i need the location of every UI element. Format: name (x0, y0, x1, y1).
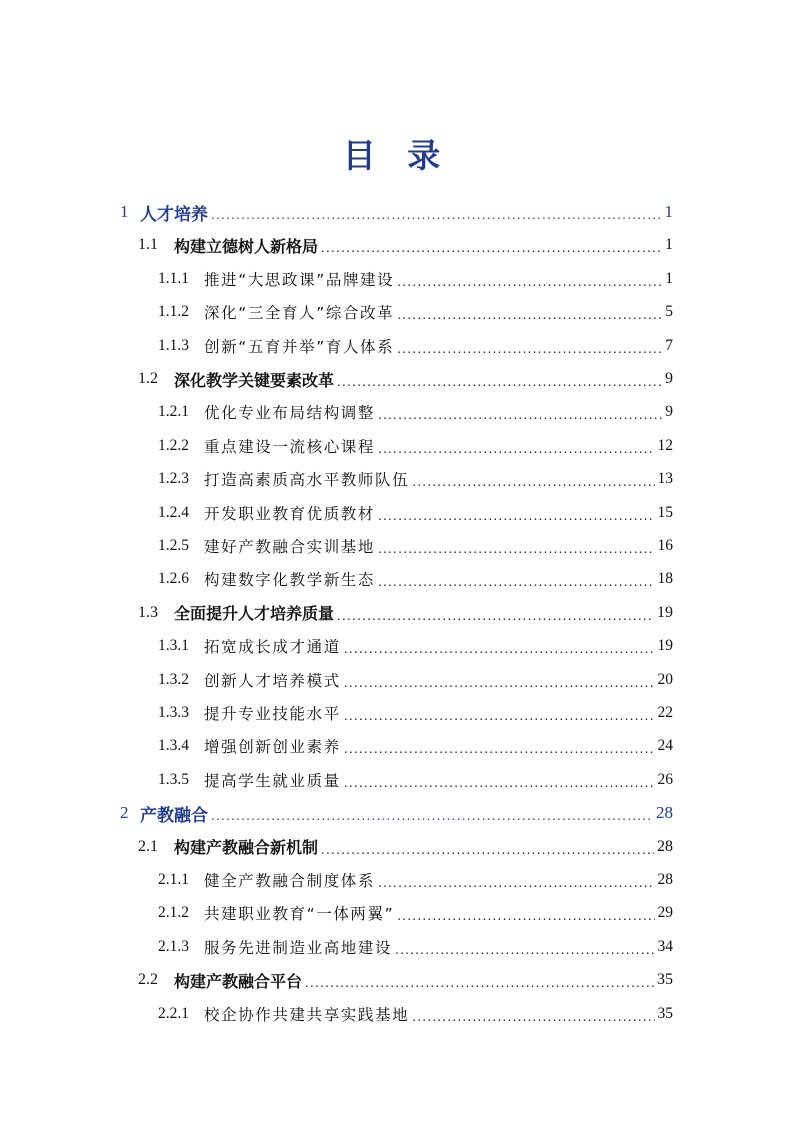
toc-entry-title: 优化专业布局结构调整 (204, 404, 376, 423)
toc-entry-number: 1.1 (138, 236, 158, 254)
toc-entry-number: 2.2.1 (158, 1004, 189, 1022)
toc-entry[interactable] (158, 294, 673, 330)
toc-entry-title: 创新“五育并举”育人体系 (204, 337, 395, 356)
toc-entry[interactable] (138, 595, 673, 631)
toc-entry-number: 2.1.3 (158, 937, 189, 955)
toc-entry-title: 服务先进制造业高地建设 (204, 938, 393, 957)
toc-entry-page: 35 (657, 1004, 673, 1022)
toc-entry-number: 1.3 (138, 603, 158, 621)
toc-entry[interactable] (158, 895, 673, 931)
toc-entry-title: 构建产教融合平台 (174, 971, 303, 991)
toc-entry-page: 28 (657, 837, 673, 855)
toc-entry-page: 12 (657, 436, 673, 454)
toc-entry[interactable] (158, 762, 673, 798)
toc-entry-number: 1.1.1 (158, 269, 189, 287)
toc-entry-number: 1.3.4 (158, 737, 189, 755)
toc-entry-number: 1.2.3 (158, 470, 189, 488)
toc-entry-title: 建好产教融合实训基地 (204, 538, 376, 556)
toc-entry-title: 提升专业技能水平 (204, 705, 341, 723)
toc-entry-number: 1.2.2 (158, 436, 189, 454)
toc-entry-title: 共建职业教育“一体两翼” (204, 905, 395, 924)
toc-entry[interactable] (158, 461, 673, 497)
toc-entry-page: 26 (657, 770, 673, 788)
toc-entry[interactable] (158, 394, 673, 430)
toc-entry-title: 健全产教融合制度体系 (204, 872, 376, 890)
toc-entry-number: 1.1.2 (158, 303, 189, 321)
toc-entry[interactable] (138, 829, 673, 865)
toc-entry-title: 推进“大思政课”品牌建设 (204, 270, 395, 289)
toc-entry-number: 1.2.6 (158, 570, 189, 588)
toc-entry[interactable] (138, 962, 673, 998)
toc-entry-page: 24 (657, 737, 673, 755)
toc-entry[interactable] (158, 862, 673, 898)
toc-entry-number: 1.1.3 (158, 336, 189, 354)
toc-entry-page: 1 (665, 269, 673, 287)
toc-entry[interactable] (158, 328, 673, 364)
toc-entry-page: 19 (657, 603, 673, 621)
toc-entry-page: 16 (657, 537, 673, 554)
toc-entry[interactable] (158, 628, 673, 664)
toc-entry-page: 20 (657, 670, 673, 688)
toc-entry-title: 人才培养 (140, 204, 208, 225)
toc-entry[interactable] (158, 561, 673, 597)
toc-entry[interactable] (138, 361, 673, 397)
toc-entry-title: 拓宽成长成才通道 (204, 638, 341, 657)
toc-entry[interactable] (158, 996, 673, 1032)
toc-entry-title: 创新人才培养模式 (204, 671, 341, 690)
toc-entry-title: 产教融合 (140, 805, 208, 826)
toc-entry-number: 2.1 (138, 837, 158, 855)
page-title: 目 录 (342, 136, 451, 175)
toc-entry[interactable] (158, 728, 673, 764)
toc-entry-page: 29 (657, 904, 673, 922)
toc-entry-title: 提高学生就业质量 (204, 771, 341, 790)
toc-entry[interactable] (120, 194, 673, 230)
toc-entry[interactable] (158, 261, 673, 297)
toc-entry-page: 22 (657, 704, 673, 721)
toc-entry-number: 2.2 (138, 971, 158, 989)
toc-entry-number: 1.3.3 (158, 704, 189, 721)
toc-entry[interactable] (158, 929, 673, 965)
toc-entry-page: 5 (665, 303, 673, 321)
toc-entry-page: 1 (665, 236, 673, 254)
toc-entry-number: 1.2.1 (158, 403, 189, 421)
toc-entry[interactable] (120, 795, 673, 831)
toc-entry[interactable] (158, 695, 673, 731)
toc-entry-title: 打造高素质高水平教师队伍 (204, 471, 410, 490)
toc-entry-page: 15 (657, 503, 673, 521)
toc-entry-page: 19 (657, 637, 673, 655)
toc-entry-page: 34 (657, 937, 673, 955)
toc-entry-number: 1.3.2 (158, 670, 189, 688)
toc-entry-number: 2 (120, 803, 129, 823)
toc-entry-page: 9 (665, 370, 673, 387)
toc-entry-title: 构建产教融合新机制 (174, 838, 319, 858)
toc-entry-page: 9 (665, 403, 673, 421)
toc-entry-title: 校企协作共建共享实践基地 (204, 1005, 410, 1024)
toc-dot-leader (412, 1011, 654, 1032)
toc-entry[interactable] (138, 227, 673, 263)
toc-entry[interactable] (158, 528, 673, 564)
toc-entry-page: 35 (657, 971, 673, 989)
toc-entry-number: 1.3.1 (158, 637, 189, 655)
toc-entry-title: 增强创新创业素养 (204, 738, 341, 757)
toc-entry-title: 开发职业教育优质教材 (204, 504, 376, 523)
toc-entry-page: 13 (657, 470, 673, 488)
toc-entry-title: 深化教学关键要素改革 (174, 370, 335, 390)
toc-entry[interactable] (158, 495, 673, 531)
toc-entry-number: 1 (120, 202, 129, 221)
toc-entry-number: 2.1.2 (158, 904, 189, 922)
toc-entry-title: 重点建设一流核心课程 (204, 437, 376, 456)
toc-entry-page: 7 (665, 336, 673, 354)
toc-entry-number: 1.2.4 (158, 503, 189, 521)
toc-entry[interactable] (158, 428, 673, 464)
toc-entry-page: 18 (657, 570, 673, 588)
toc-entry-number: 1.2 (138, 370, 158, 387)
toc-entry-page: 28 (656, 803, 673, 823)
toc-entry-title: 全面提升人才培养质量 (174, 604, 335, 624)
toc-entry[interactable] (158, 662, 673, 698)
toc-entry-title: 构建数字化教学新生态 (204, 571, 376, 590)
toc-entry-title: 深化“三全育人”综合改革 (204, 304, 395, 323)
toc-entry-page: 28 (657, 871, 673, 888)
toc-entry-number: 1.2.5 (158, 537, 189, 554)
toc-entry-title: 构建立德树人新格局 (174, 236, 319, 256)
toc-entry-number: 2.1.1 (158, 871, 189, 888)
toc-entry-number: 1.3.5 (158, 770, 189, 788)
toc-entry-page: 1 (664, 202, 673, 221)
